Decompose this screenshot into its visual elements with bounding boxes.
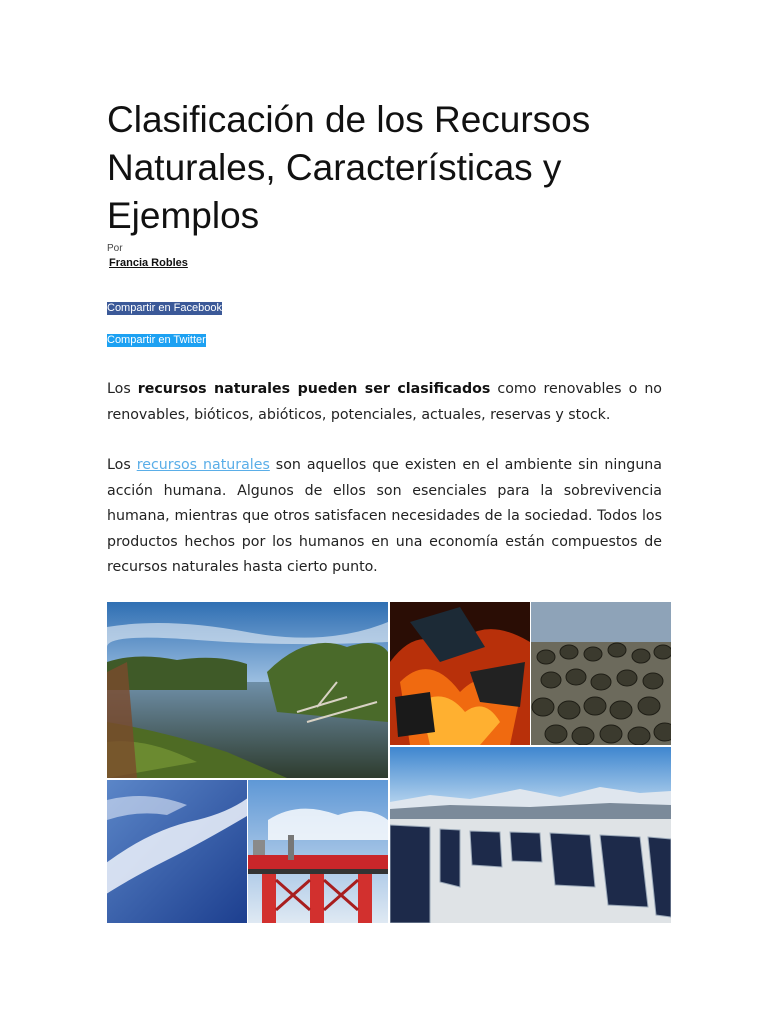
oil-platform-photo (248, 780, 388, 923)
natural-resources-collage (107, 602, 671, 923)
p1-bold-text: recursos naturales pueden ser clasificados (137, 381, 491, 397)
solar-panels-photo (390, 747, 671, 923)
p2-text-after: son aquellos que existen en el ambiente sin ninguna acción humana. Algunos de ellos son esenciales para la sobrevivencia humana, mientras que otros satisfacen necesidades de la sociedad. Todos los productos hechos por los humanos en una economía están compuestos de recursos naturales hasta cierto punto. (107, 457, 662, 575)
burning-coal-photo (390, 602, 530, 745)
author-link[interactable]: Francia Robles (109, 257, 188, 269)
lake-photo (107, 602, 388, 778)
share-facebook-button[interactable]: Compartir en Facebook (107, 302, 222, 314)
p1-text-after: como renovables o no renovables, bióticos, abióticos, potenciales, actuales, reservas y stock. (107, 381, 662, 423)
share-twitter-button[interactable]: Compartir en Twitter (107, 334, 206, 346)
page-title: Clasificación de los Recursos Naturales, Características y Ejemplos (107, 99, 591, 236)
logs-photo (531, 602, 671, 745)
p2-text-before: Los (107, 457, 137, 473)
body-paragraph (107, 453, 662, 581)
sky-clouds-photo (107, 780, 247, 923)
natural-resources-link[interactable]: recursos naturales (136, 457, 270, 473)
p1-text-before: Los (107, 381, 138, 397)
byline-label: Por (107, 243, 123, 254)
intro-paragraph (107, 377, 662, 428)
